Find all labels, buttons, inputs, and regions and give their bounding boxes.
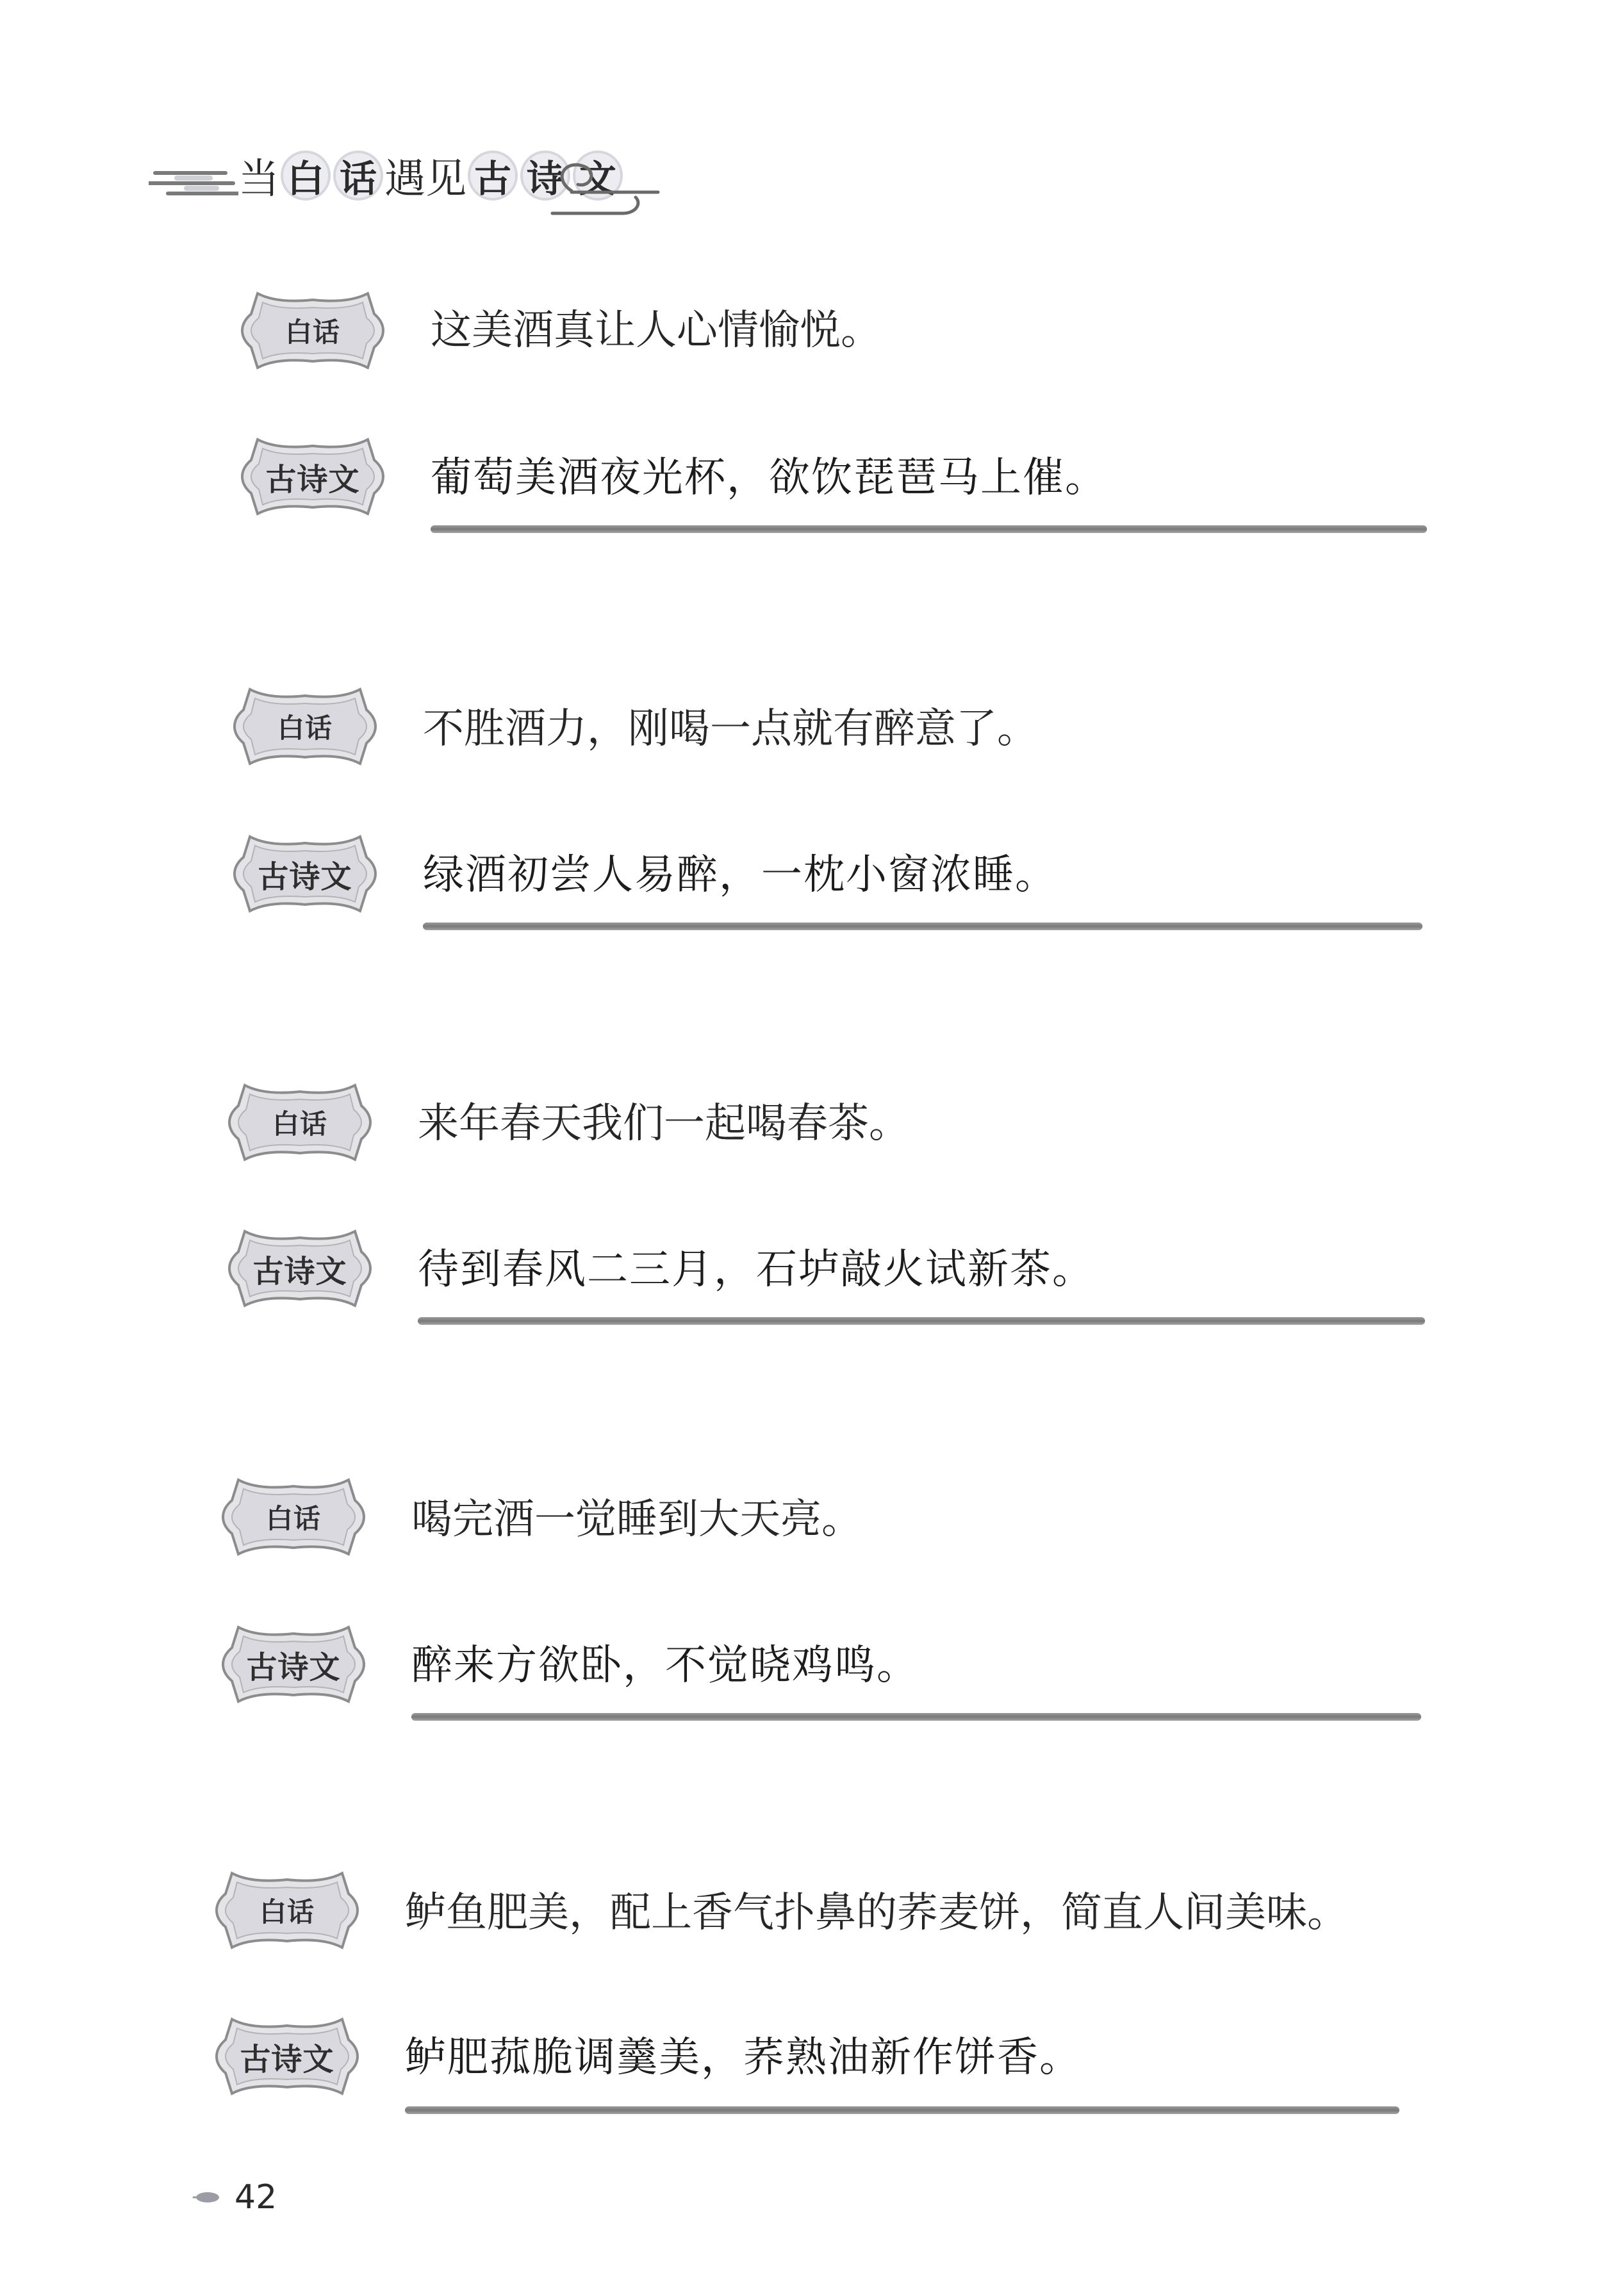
classical-verse: 鲈肥菰脆调羹美，荞熟油新作饼香。 bbox=[405, 2034, 1082, 2081]
badge-label: 白话 bbox=[259, 1896, 315, 1928]
badge-label: 白话 bbox=[284, 316, 340, 348]
vernacular-sentence: 喝完酒一觉睡到大天亮。 bbox=[411, 1496, 862, 1543]
classical-badge bbox=[231, 832, 379, 916]
classical-verse: 待到春风二三月，石垆敲火试新茶。 bbox=[418, 1246, 1094, 1293]
vernacular-sentence: 不胜酒力，刚喝一点就有醉意了。 bbox=[423, 705, 1038, 753]
title-circled-char: 古 bbox=[468, 151, 518, 201]
badge-label: 古诗文 bbox=[258, 858, 352, 895]
badge-label: 古诗文 bbox=[252, 1253, 347, 1290]
translation-pair bbox=[238, 288, 1456, 502]
classical-verse: 醉来方欲卧，不觉晓鸡鸣。 bbox=[411, 1642, 919, 1689]
vernacular-badge bbox=[213, 1868, 361, 1953]
page-number: 42 bbox=[235, 2178, 277, 2217]
vernacular-badge bbox=[219, 1475, 368, 1559]
page-footer bbox=[192, 2178, 277, 2217]
vernacular-sentence: 这美酒真让人心情愉悦。 bbox=[431, 307, 882, 354]
classical-badge bbox=[226, 1226, 374, 1311]
leaf-ornament-icon bbox=[192, 2190, 220, 2204]
badge-label: 古诗文 bbox=[240, 2041, 334, 2078]
verse-underline bbox=[411, 1713, 1421, 1721]
vernacular-sentence: 来年春天我们一起喝春茶。 bbox=[418, 1100, 910, 1147]
translation-pair bbox=[219, 1475, 1437, 1689]
classical-verse: 葡萄美酒夜光杯，欲饮琵琶马上催。 bbox=[431, 454, 1107, 502]
badge-label: 白话 bbox=[272, 1108, 327, 1140]
badge-label: 白话 bbox=[277, 712, 333, 744]
title-circled-char: 话 bbox=[333, 151, 383, 201]
classical-verse: 绿酒初尝人易醉，一枕小窗浓睡。 bbox=[423, 851, 1057, 899]
translation-pair bbox=[213, 1868, 1430, 2081]
vernacular-sentence: 鲈鱼肥美，配上香气扑鼻的荞麦饼，简直人间美味。 bbox=[405, 1889, 1348, 1937]
badge-label: 白话 bbox=[265, 1503, 321, 1534]
translation-pair bbox=[231, 684, 1448, 899]
classical-badge bbox=[219, 1622, 368, 1707]
vernacular-badge bbox=[226, 1080, 374, 1165]
page-header bbox=[149, 140, 661, 223]
vernacular-badge bbox=[238, 288, 387, 373]
verse-underline bbox=[418, 1317, 1425, 1325]
title-char: 遇见 bbox=[384, 156, 466, 203]
title-circled-char: 诗 bbox=[520, 151, 570, 201]
title-circled-char: 白 bbox=[281, 151, 331, 201]
title-char: 当 bbox=[238, 156, 279, 203]
title-circled-char: 文 bbox=[573, 151, 623, 201]
cloud-ornament-left-icon bbox=[149, 159, 238, 204]
badge-label: 古诗文 bbox=[265, 461, 360, 498]
translation-pair bbox=[226, 1080, 1443, 1293]
badge-label: 古诗文 bbox=[246, 1649, 341, 1685]
verse-underline bbox=[405, 2106, 1399, 2114]
classical-badge bbox=[213, 2014, 361, 2099]
classical-badge bbox=[238, 434, 387, 519]
vernacular-badge bbox=[231, 684, 379, 769]
verse-underline bbox=[423, 922, 1422, 930]
swirl-ornament-right-icon bbox=[546, 152, 661, 223]
verse-underline bbox=[431, 525, 1427, 533]
